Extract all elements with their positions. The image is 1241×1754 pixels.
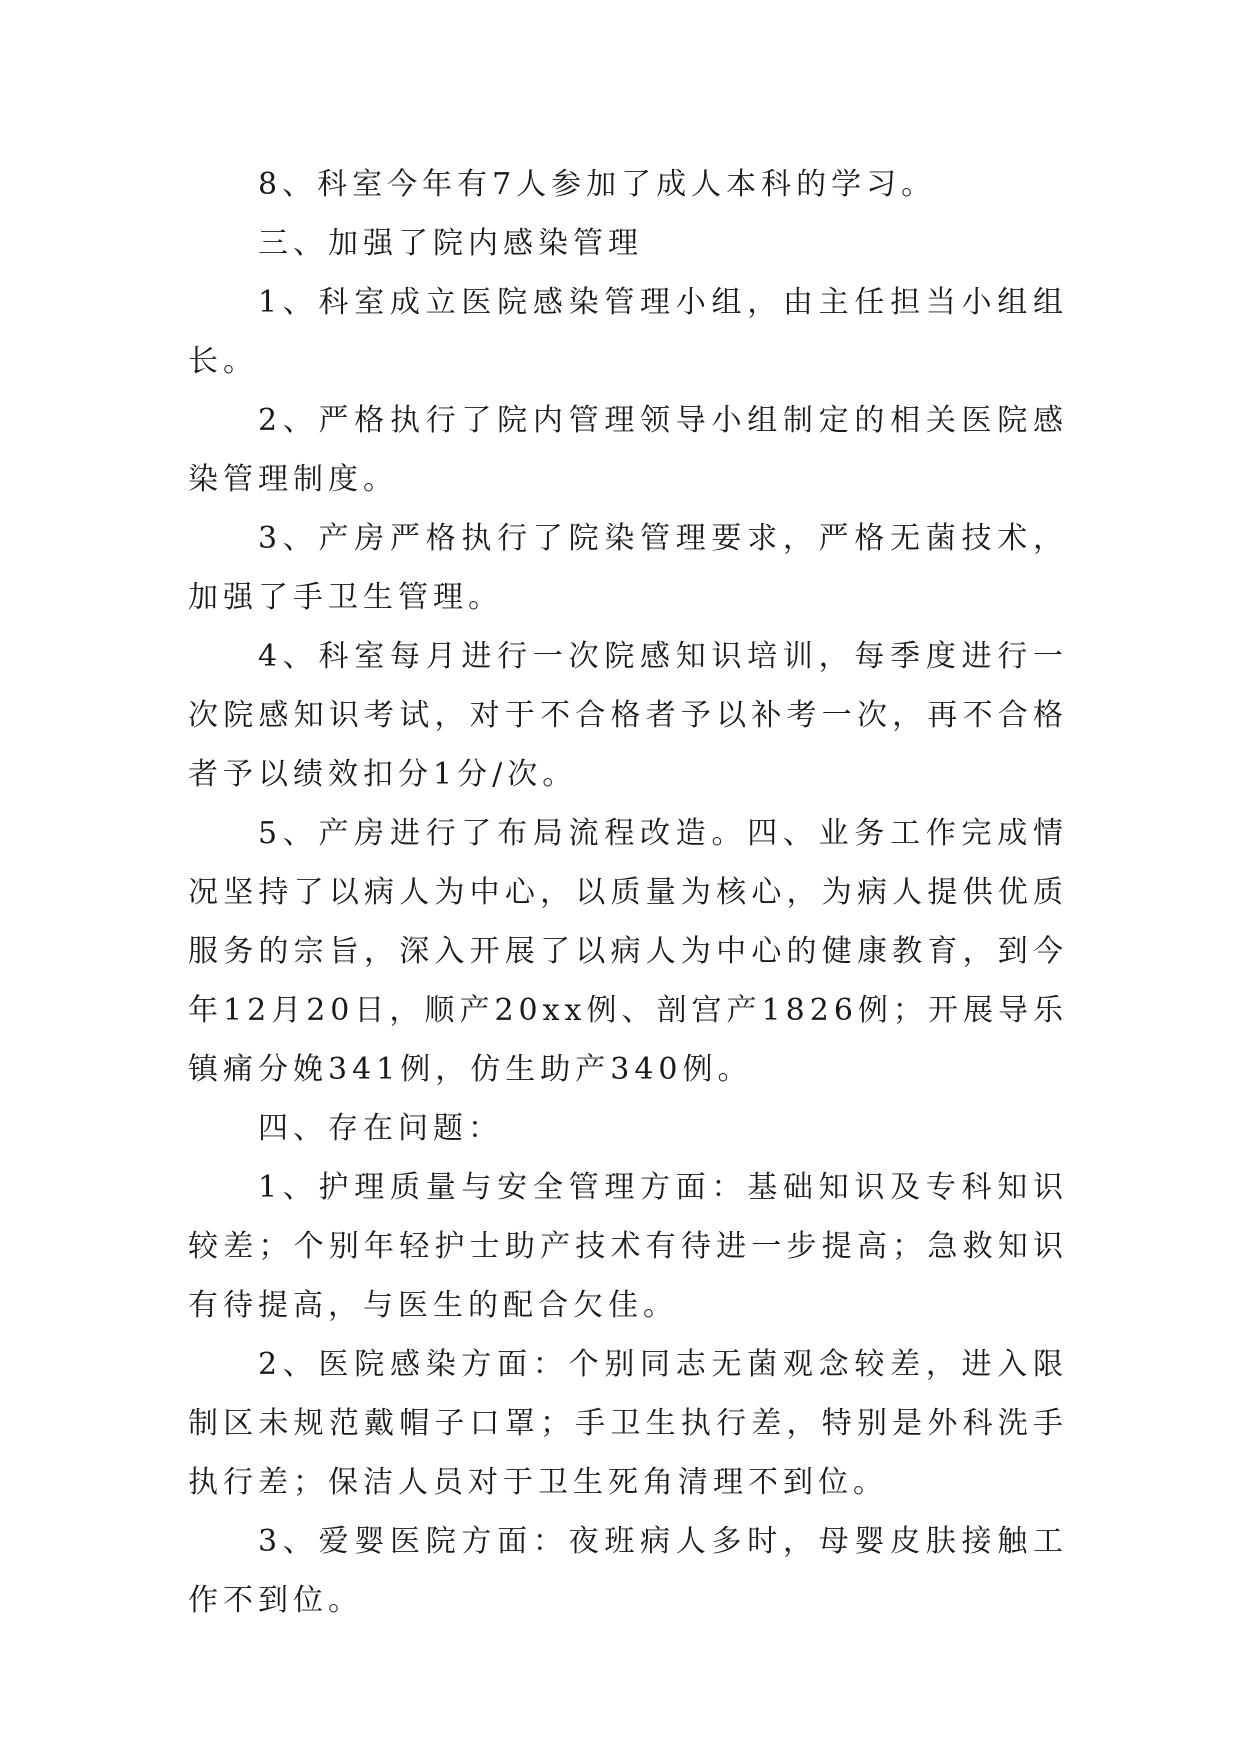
paragraph-item-8-study: 8、科室今年有7人参加了成人本科的学习。 xyxy=(258,167,937,202)
paragraph-problem-infection: 2、医院感染方面：个别同志无菌观念较差，进入限制区未规范戴帽子口罩；手卫生执行差，特别是外科洗手执行差；保洁人员对于卫生死角清理不到位。 xyxy=(188,1347,1068,1500)
paragraph-infection-rules: 2、严格执行了院内管理领导小组制定的相关医院感染管理制度。 xyxy=(188,403,1068,497)
section-heading-problems: 四、存在问题： xyxy=(258,1111,503,1146)
document-body xyxy=(188,155,1068,1630)
section-heading-infection-management: 三、加强了院内感染管理 xyxy=(258,226,643,261)
paragraph-problem-baby-friendly: 3、爱婴医院方面：夜班病人多时，母婴皮肤接触工作不到位。 xyxy=(188,1524,1068,1618)
paragraph-training-exams: 4、科室每月进行一次院感知识培训，每季度进行一次院感知识考试，对于不合格者予以补考一次，再不合格者予以绩效扣分1分/次。 xyxy=(188,639,1068,792)
paragraph-infection-group: 1、科室成立医院感染管理小组，由主任担当小组组长。 xyxy=(188,285,1068,379)
paragraph-problem-nursing-quality: 1、护理质量与安全管理方面：基础知识及专科知识较差；个别年轻护士助产技术有待进一步提高；急救知识有待提高，与医生的配合欠佳。 xyxy=(188,1170,1068,1323)
paragraph-work-completion: 5、产房进行了布局流程改造。四、业务工作完成情况坚持了以病人为中心，以质量为核心，为病人提供优质服务的宗旨，深入开展了以病人为中心的健康教育，到今年12月20日，顺产20xx例、剖宫产1826例；开展导乐镇痛分娩341例，仿生助产340例。 xyxy=(188,816,1068,1087)
paragraph-delivery-room-aseptic: 3、产房严格执行了院染管理要求，严格无菌技术，加强了手卫生管理。 xyxy=(188,521,1068,615)
